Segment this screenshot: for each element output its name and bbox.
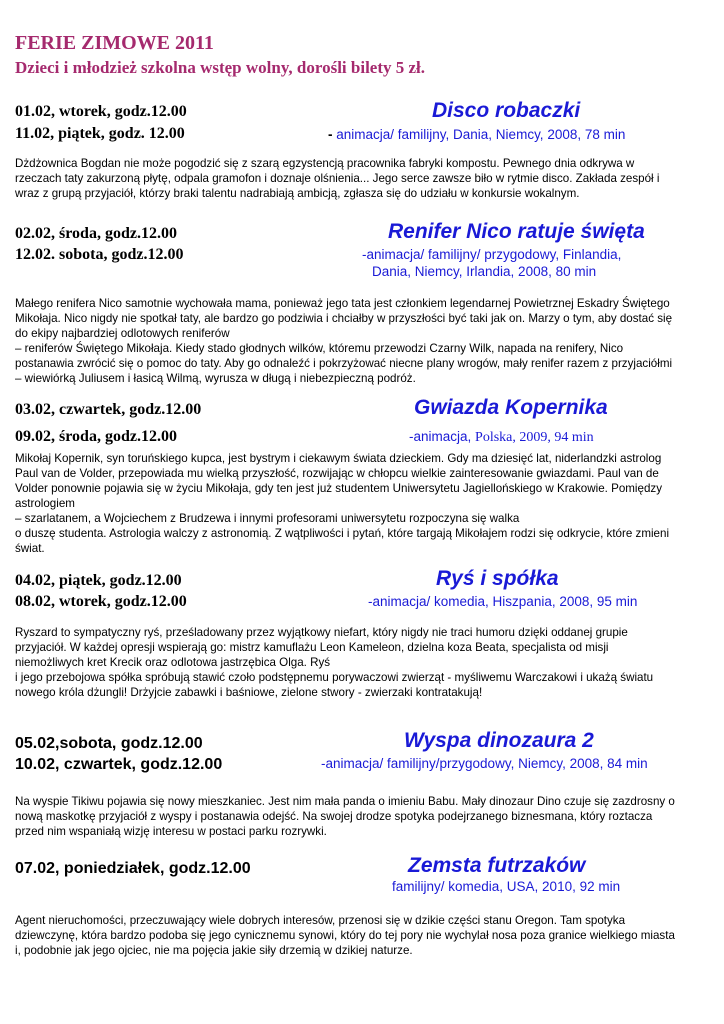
film-4-desc-line: niemożliwych kret Krecik oraz odlotowa jastrzębica Olga. Ryś: [15, 656, 331, 669]
film-3-date-2: 09.02, środa, godz.12.00: [15, 428, 177, 445]
film-4-desc-line: i jego przebojowa spółka spróbują stawić czoło podstępnemu porywaczowi zwierząt - myśliwemu Warczakowi i ukażą światu: [15, 671, 654, 684]
film-1-description: [15, 156, 710, 201]
film-1-desc-line: Dżdżownica Bogdan nie może pogodzić się z szarą egzystencją pracownika fabryki kompostu. Pewnego dnia odkrywa w: [15, 157, 635, 170]
film-2-date-2: 12.02. sobota, godz.12.00: [15, 246, 184, 263]
film-3-desc-line: świat.: [15, 542, 45, 555]
film-3-desc-line: astrologiem: [15, 497, 75, 510]
film-5-desc-line: przed nim wspaniałą wizję interesu w postaci parku rozrywki.: [15, 825, 327, 838]
film-4-meta: -animacja/ komedia, Hiszpania, 2008, 95 min: [368, 594, 638, 609]
film-4-desc-line: nowego króla dżungli! Drżyjcie zabawki i baśniowe, zielone stwory - zwierzaki kontratakują!: [15, 686, 483, 699]
film-3-desc-line: Paul van de Volder, przepowiada mu wielką przyszłość, rozwijając w chłopcu wielkie zainteresowanie gwiazdami. Paul van de: [15, 467, 659, 480]
film-2-desc-line: – reniferów Świętego Mikołaja. Kiedy stado głodnych wilków, któremu przewodzi Czarny Wilk, napada na renifery, Nico: [15, 342, 624, 355]
film-2-desc-line: Mikołaja. Nico nigdy nie spotkał taty, ale bardzo go podziwia i chciałby w przyszłości być taki jak on. Marzy o tym, aby dostać się: [15, 312, 673, 325]
film-4-description: [15, 625, 710, 700]
film-3-meta: [409, 429, 594, 446]
film-5-date-2: 10.02, czwartek, godz.12.00: [15, 756, 223, 773]
film-4-title: Ryś i spółka: [436, 567, 559, 590]
page-subtitle: Dzieci i młodzież szkolna wstęp wolny, dorośli bilety 5 zł.: [15, 58, 426, 77]
film-1-meta-text: animacja/ familijny, Dania, Niemcy, 2008, 78 min: [336, 127, 626, 142]
film-1-desc-line: wraz z grupą przyjaciół, którzy braki talentu nadrabiają ambicją, zgłasza się do udziału w konkursie wokalnym.: [15, 187, 580, 200]
film-1-title: Disco robaczki: [432, 99, 581, 122]
film-4-date-1: 04.02, piątek, godz.12.00: [15, 572, 182, 589]
film-3-desc-line: Mikołaj Kopernik, syn toruńskiego kupca, jest bystrym i ciekawym świata dzieckiem. Gdy ma dziesięć lat, niderlandzki astrolog: [15, 452, 662, 465]
film-5-meta: -animacja/ familijny/przygodowy, Niemcy, 2008, 84 min: [321, 756, 648, 771]
film-5-date-1: 05.02,sobota, godz.12.00: [15, 735, 203, 752]
film-1-date-2: 11.02, piątek, godz. 12.00: [15, 125, 185, 142]
film-6-desc-line: dziewczynę, która bardzo podoba się jego cynicznemu synowi, który do tej pory nie wychylał nosa poza granice wielkiego miasta: [15, 929, 675, 942]
film-3-desc-line: Volder ponownie pojawia się w życiu Mikołaja, gdy ten jest już studentem Uniwersytetu Jagiellońskiego w Krakowie. Pomiędzy: [15, 482, 662, 495]
film-3-desc-line: – szarlatanem, a Wojciechem z Brudzewa i innymi profesorami uniwersytetu rozpoczyna się walka: [15, 512, 520, 525]
film-2-desc-line: do ekipy najbardziej odlotowych reniferów: [15, 327, 230, 340]
film-6-meta: familijny/ komedia, USA, 2010, 92 min: [392, 879, 621, 894]
film-5-title: Wyspa dinozaura 2: [404, 729, 594, 752]
film-2-description: [15, 296, 710, 386]
film-3-description: [15, 451, 710, 556]
film-2-desc-line: postanawia zwrócić się o pomoc do taty. Aby go odnaleźć i pokrzyżować niecne plany wrogów, mały renifer razem z przyjaciółmi: [15, 357, 673, 370]
film-2-desc-line: – wiewiórką Juliusem i łasicą Wilmą, wyrusza w długą i niebezpieczną podróż.: [15, 372, 416, 385]
film-2-meta-line-2: Dania, Niemcy, Irlandia, 2008, 80 min: [372, 264, 597, 279]
film-4-desc-line: Ryszard to sympatyczny ryś, prześladowany przez wyjątkowy niefart, który nigdy nie traci humoru dzięki oddanej grupie: [15, 626, 628, 639]
film-1-meta: [328, 127, 625, 142]
film-3-title: Gwiazda Kopernika: [414, 396, 608, 419]
film-5-description: [15, 794, 710, 839]
film-2-date-1: 02.02, środa, godz.12.00: [15, 225, 177, 242]
film-6-desc-line: i, podobnie jak jego ojciec, nie ma pojęcia jakie siły drzemią w dzikiej naturze.: [15, 944, 413, 957]
film-3-meta-serif: Polska, 2009, 94 min: [475, 430, 594, 445]
film-3-date-1: 03.02, czwartek, godz.12.00: [15, 401, 202, 418]
film-1-meta-prefix: -: [328, 127, 337, 142]
film-3-desc-line: o duszę studenta. Astrologia walczy z astronomią. Z wątpliwości i pytań, które targają Mikołajem rodzi się odkrycie, które zmieni: [15, 527, 670, 540]
film-5-desc-line: nową maskotkę przyjaciół z wyspy i postanawia odejść. Na swojej drodze spotyka podejrzanego biznesmana, który roztacza: [15, 810, 653, 823]
film-4-date-2: 08.02, wtorek, godz.12.00: [15, 593, 187, 610]
film-6-description: [15, 913, 710, 958]
film-6-title: Zemsta futrzaków: [408, 854, 586, 877]
film-6-desc-line: Agent nieruchomości, przeczuwający wiele dobrych interesów, przenosi się w dzikie części stanu Oregon. Tam spotyka: [15, 914, 626, 927]
film-4-desc-line: przyjaciół. W każdej opresji wspierają go: mistrz kamuflażu Leon Kameleon, dzielna koza Beata, specjalista od misji: [15, 641, 609, 654]
film-2-desc-line: Małego renifera Nico samotnie wychowała mama, ponieważ jego tata jest członkiem legendarnej Powietrznej Eskadry Świętego: [15, 297, 670, 310]
film-2-title: Renifer Nico ratuje święta: [388, 220, 645, 243]
film-1-date-1: 01.02, wtorek, godz.12.00: [15, 103, 187, 120]
page-title: FERIE ZIMOWE 2011: [15, 32, 214, 54]
film-3-meta-text: -animacja,: [409, 429, 476, 444]
film-5-desc-line: Na wyspie Tikiwu pojawia się nowy mieszkaniec. Jest nim mała panda o imieniu Babu. Mały dinozaur Dino czuje się zazdrosny o: [15, 795, 675, 808]
film-1-desc-line: rzeczach taty zakurzoną płytę, odpala gramofon i doznaje olśnienia... Jego serce zawsze biło w rytmie disco. Zakłada zespół i: [15, 172, 660, 185]
film-2-meta-line-1: -animacja/ familijny/ przygodowy, Finlandia,: [362, 247, 622, 262]
film-6-date-1: 07.02, poniedziałek, godz.12.00: [15, 860, 251, 877]
